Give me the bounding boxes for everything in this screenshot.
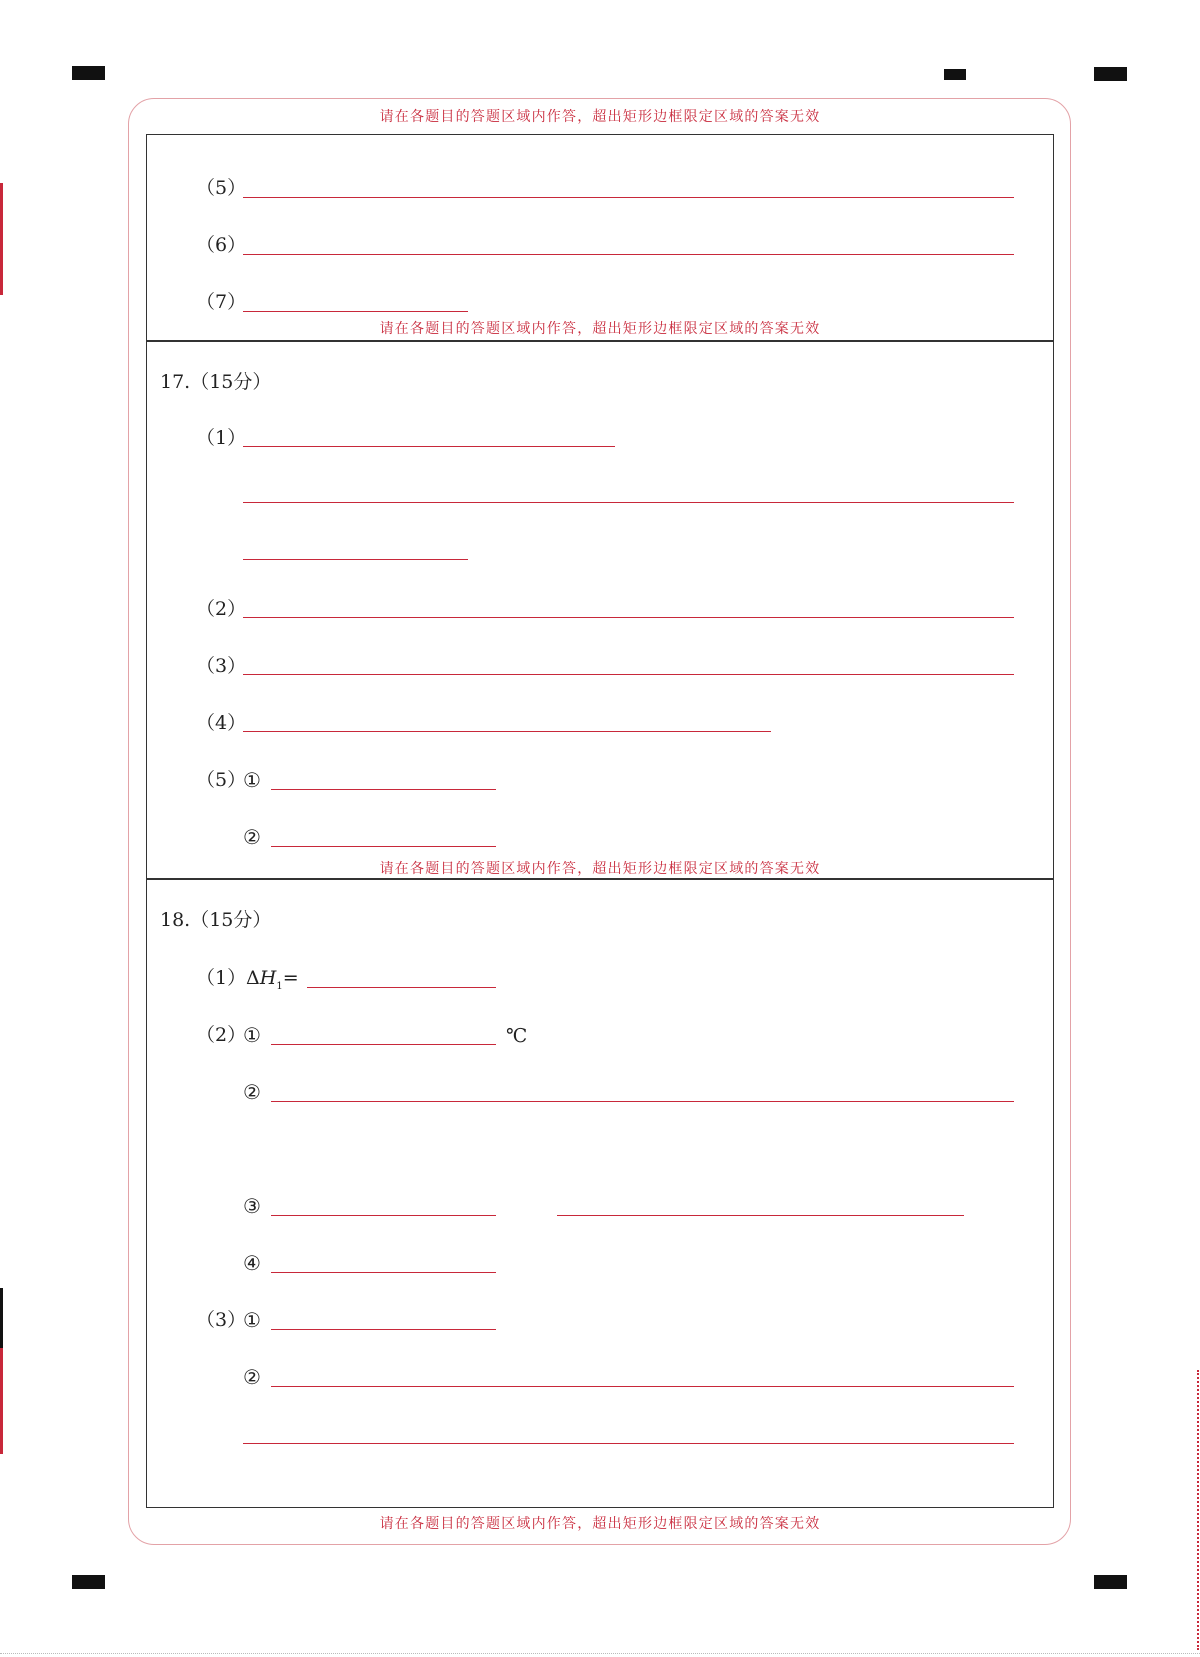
question-17-title: 17.（15分） — [160, 371, 272, 393]
registration-mark-bottom-left — [72, 1575, 105, 1589]
q17-part-5-sub-1-label: ① — [243, 768, 261, 792]
q17-part-4-label: （4） — [196, 712, 247, 734]
registration-mark-bottom-right — [1094, 1575, 1127, 1589]
answer-line[interactable] — [271, 1272, 496, 1273]
q17-part-1-label: （1） — [196, 427, 247, 449]
answer-line[interactable] — [243, 617, 1014, 618]
item-label-6: （6） — [196, 234, 247, 256]
bottom-edge-dotted-line — [0, 1653, 1200, 1654]
q18-part-2-sub-4-label: ④ — [243, 1251, 261, 1275]
notice-after-section-16: 请在各题目的答题区域内作答，超出矩形边框限定区域的答案无效 — [379, 321, 821, 337]
answer-line[interactable] — [243, 254, 1014, 255]
notice-after-q17: 请在各题目的答题区域内作答，超出矩形边框限定区域的答案无效 — [379, 861, 821, 877]
q17-part-3-label: （3） — [196, 655, 247, 677]
q18-part-2-label: （2） — [196, 1024, 247, 1046]
answer-box-17 — [146, 340, 1054, 880]
right-edge-dotted-line — [1197, 1370, 1199, 1650]
answer-line[interactable] — [243, 1443, 1014, 1444]
question-18-title: 18.（15分） — [160, 909, 272, 931]
q17-part-2-label: （2） — [196, 598, 247, 620]
equals-sign: = — [282, 967, 299, 989]
answer-line[interactable] — [243, 311, 468, 312]
answer-line[interactable] — [271, 1386, 1014, 1387]
q18-part-2-sub-3-label: ③ — [243, 1194, 261, 1218]
registration-mark-top-left — [72, 66, 105, 80]
notice-bottom: 请在各题目的答题区域内作答，超出矩形边框限定区域的答案无效 — [379, 1516, 821, 1532]
left-edge-red-bar-lower — [0, 1348, 3, 1454]
q18-part-3-sub-2-label: ② — [243, 1365, 261, 1389]
answer-line[interactable] — [271, 846, 496, 847]
registration-mark-top-right — [1094, 67, 1127, 81]
q17-part-5-label: （5） — [196, 769, 247, 791]
answer-line[interactable] — [243, 731, 771, 732]
enthalpy-subscript: 1 — [276, 980, 283, 992]
answer-line[interactable] — [243, 502, 1014, 503]
enthalpy-symbol: H — [259, 967, 277, 989]
notice-top: 请在各题目的答题区域内作答，超出矩形边框限定区域的答案无效 — [379, 109, 821, 125]
registration-mark-top-mid — [944, 69, 966, 80]
left-edge-black-bar — [0, 1288, 3, 1348]
answer-line[interactable] — [307, 987, 496, 988]
left-edge-red-bar — [0, 183, 3, 295]
answer-line[interactable] — [271, 1215, 496, 1216]
q18-part-2-sub-1-label: ① — [243, 1023, 261, 1047]
item-label-7: （7） — [196, 291, 247, 313]
answer-line[interactable] — [271, 1101, 1014, 1102]
delta-h1-formula — [246, 967, 299, 998]
answer-line[interactable] — [557, 1215, 964, 1216]
q17-part-5-sub-2-label: ② — [243, 825, 261, 849]
q18-part-3-sub-1-label: ① — [243, 1308, 261, 1332]
q18-part-2-sub-2-label: ② — [243, 1080, 261, 1104]
celsius-unit: ℃ — [506, 1025, 528, 1047]
q18-part-3-label: （3） — [196, 1309, 247, 1331]
answer-line[interactable] — [271, 1044, 496, 1045]
answer-line[interactable] — [271, 1329, 496, 1330]
q18-part-1-label: （1） — [196, 967, 247, 989]
answer-line[interactable] — [243, 674, 1014, 675]
answer-line[interactable] — [243, 559, 468, 560]
delta-symbol: Δ — [246, 967, 260, 989]
item-label-5: （5） — [196, 177, 247, 199]
answer-line[interactable] — [243, 197, 1014, 198]
answer-line[interactable] — [271, 789, 496, 790]
answer-line[interactable] — [243, 446, 615, 447]
